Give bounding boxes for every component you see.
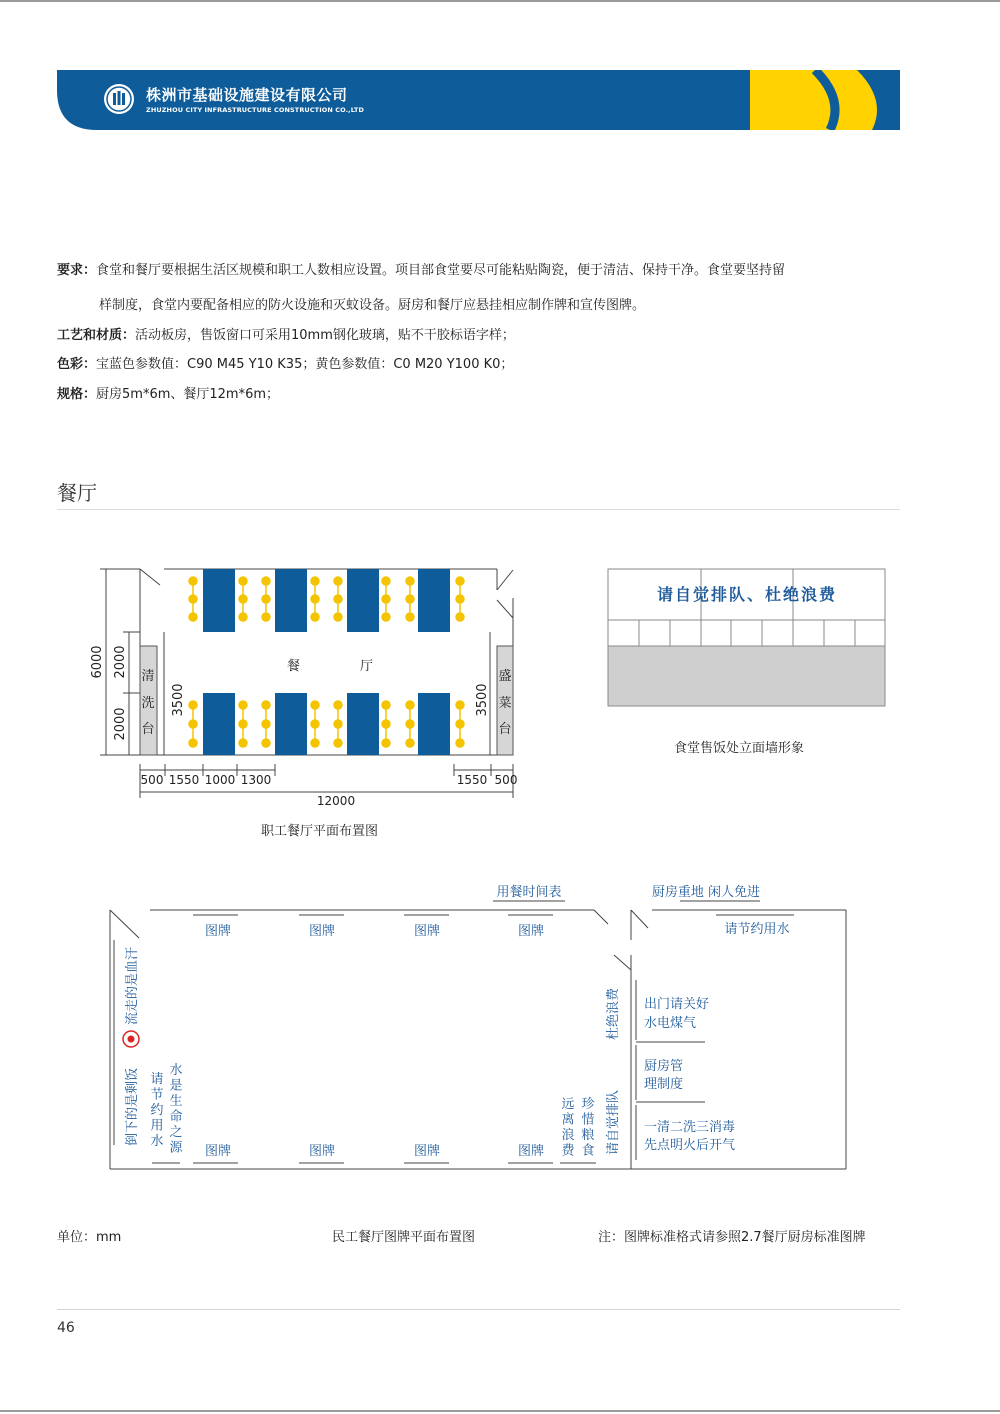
chair-18 [262, 739, 270, 747]
left-slogan-b: 流走的是血汗 [125, 946, 140, 1025]
left-station-char-3: 台 [141, 722, 155, 737]
sign-top-4: 图牌 [517, 924, 545, 939]
waste-column-1-char-4: 费 [561, 1143, 575, 1159]
water-column-1-char-1: 请 [150, 1072, 164, 1087]
room-label-1: 餐 [287, 659, 301, 674]
dim-lower: 2000 [113, 707, 128, 741]
chair-42 [406, 739, 414, 747]
footer-divider [57, 1309, 900, 1310]
chair-44 [456, 595, 464, 603]
spec-text: 厨房5m*6m、餐厅12m*6m； [96, 387, 280, 402]
meal-time-label: 用餐时间表 [496, 885, 562, 900]
chair-9 [239, 613, 247, 621]
chair-5 [189, 720, 197, 728]
company-name-cn: 株洲市基础设施建设有限公司 [146, 86, 348, 104]
chair-26 [334, 595, 342, 603]
color-line [57, 353, 513, 372]
craft-line [57, 324, 515, 343]
staff-plan-caption: 职工餐厅平面布置图 [261, 824, 379, 839]
sign-bottom-4: 图牌 [517, 1144, 545, 1159]
bottom-border-line [0, 1410, 1000, 1412]
spec-line [57, 383, 279, 402]
color-label: 色彩： [57, 357, 97, 372]
water-column-1-char-3: 约 [150, 1103, 164, 1118]
right-station-char-3: 台 [498, 722, 512, 737]
chair-23 [311, 720, 319, 728]
water-column-1-char-4: 用 [150, 1118, 164, 1134]
water-column-2-char-3: 生 [169, 1094, 183, 1109]
spec-label: 规格： [57, 387, 97, 402]
chair-43 [456, 577, 464, 585]
dim-inner-left: 3500 [171, 683, 186, 717]
unit-label: 单位：mm [57, 1230, 122, 1245]
chair-8 [239, 595, 247, 603]
chair-11 [239, 720, 247, 728]
waste-column-2-char-4: 食 [581, 1143, 595, 1159]
table-top-4 [418, 569, 450, 632]
chair-38 [406, 595, 414, 603]
page-number: 46 [57, 1320, 75, 1336]
table-bottom-3 [347, 693, 379, 755]
water-column-2-char-6: 源 [169, 1140, 183, 1156]
counter-slogan: 请自觉排队、杜绝浪费 [656, 585, 838, 604]
water-column-1-char-5: 水 [150, 1134, 164, 1149]
chair-47 [456, 720, 464, 728]
requirement-line-1 [57, 259, 785, 278]
chair-32 [382, 595, 390, 603]
table-top-3 [347, 569, 379, 632]
worker-plan-caption: 民工餐厅图牌平面布置图 [332, 1230, 476, 1245]
left-station-char-1: 清 [141, 669, 155, 684]
left-station-char-2: 洗 [141, 696, 155, 711]
chair-30 [334, 739, 342, 747]
chair-31 [382, 577, 390, 585]
table-bottom-2 [275, 693, 307, 755]
waste-column-2-char-2: 惜 [581, 1112, 595, 1128]
save-water-label: 请节约用水 [724, 922, 790, 937]
chair-29 [334, 720, 342, 728]
section-divider [57, 509, 900, 510]
waste-column-1-char-3: 浪 [561, 1128, 575, 1143]
chair-25 [334, 577, 342, 585]
dim-inner-right: 3500 [475, 683, 490, 717]
sign-bottom-3: 图牌 [413, 1144, 441, 1159]
chair-28 [334, 701, 342, 709]
dim-bottom-6: 500 [494, 773, 518, 787]
chair-14 [262, 595, 270, 603]
chair-40 [406, 701, 414, 709]
dim-bottom-5: 1550 [456, 773, 488, 787]
queue-slogan-b: 请自觉排队 [606, 1089, 621, 1155]
chair-34 [382, 701, 390, 709]
sign-top-3: 图牌 [413, 924, 441, 939]
chair-36 [382, 739, 390, 747]
kitchen-note-3: 厨房管 [644, 1059, 684, 1074]
water-column-2-char-2: 是 [169, 1078, 183, 1094]
staff-dining-floor-plan [80, 555, 540, 810]
table-top-1 [203, 569, 235, 632]
chair-17 [262, 720, 270, 728]
chair-15 [262, 613, 270, 621]
water-column-1-char-2: 节 [150, 1087, 164, 1103]
sign-top-2: 图牌 [308, 924, 336, 939]
room-label-2: 厅 [360, 659, 374, 674]
chair-12 [239, 739, 247, 747]
dim-upper: 2000 [113, 645, 128, 679]
kitchen-note-2: 水电煤气 [644, 1016, 697, 1031]
craft-text: 活动板房，售饭窗口可采用10mm钢化玻璃，贴不干胶标语字样； [135, 328, 515, 343]
dim-bottom-2: 1550 [168, 773, 200, 787]
chair-2 [189, 595, 197, 603]
chair-10 [239, 701, 247, 709]
sign-top-1: 图牌 [204, 924, 232, 939]
craft-label: 工艺和材质： [57, 328, 136, 343]
kitchen-note-5: 一清二洗三消毒 [644, 1120, 736, 1135]
kitchen-note-6: 先点明火后开气 [644, 1138, 736, 1153]
standard-sign-note: 注：图牌标准格式请参照2.7餐厅厨房标准图牌 [598, 1230, 866, 1245]
chair-45 [456, 613, 464, 621]
right-station-char-2: 菜 [498, 696, 512, 711]
requirement-line-2: 样制度，食堂内要配备相应的防火设施和灭蚊设备。厨房和餐厅应悬挂相应制作牌和宣传图牌。 [99, 298, 646, 313]
waste-column-1-char-2: 离 [561, 1112, 575, 1128]
water-column-2-char-1: 水 [169, 1063, 183, 1078]
chair-19 [311, 577, 319, 585]
chair-3 [189, 613, 197, 621]
chair-16 [262, 701, 270, 709]
requirement-text-1: 食堂和餐厅要根据生活区规模和职工人数相应设置。项目部食堂要尽可能粘贴陶瓷，便于清洁、保持干净。食堂要坚持留 [96, 263, 786, 278]
chair-1 [189, 577, 197, 585]
worker-dining-sign-plan [100, 875, 860, 1175]
chair-46 [456, 701, 464, 709]
top-border-line [0, 0, 1000, 2]
dim-bottom-1: 500 [140, 773, 164, 787]
dim-total-height: 6000 [90, 645, 105, 679]
waste-column-1-char-1: 远 [561, 1097, 575, 1112]
left-slogan-a: 倒下的是剩饭 [125, 1067, 140, 1146]
elevation-caption: 食堂售饭处立面墙形象 [674, 741, 805, 756]
chair-22 [311, 701, 319, 709]
kitchen-note-1: 出门请关好 [644, 997, 710, 1012]
chair-4 [189, 701, 197, 709]
chair-41 [406, 720, 414, 728]
requirement-label: 要求： [57, 263, 97, 278]
queue-slogan-a: 杜绝浪费 [606, 987, 621, 1040]
waste-column-2-char-1: 珍 [581, 1097, 595, 1112]
section-title: 餐厅 [57, 481, 97, 505]
table-bottom-4 [418, 693, 450, 755]
table-bottom-1 [203, 693, 235, 755]
chair-20 [311, 595, 319, 603]
dim-total-width: 12000 [316, 794, 356, 808]
dim-bottom-4: 1300 [240, 773, 272, 787]
water-column-2-char-4: 命 [169, 1109, 183, 1125]
kitchen-warning-label: 厨房重地 闲人免进 [651, 885, 761, 900]
chair-13 [262, 577, 270, 585]
chair-27 [334, 613, 342, 621]
right-station-char-1: 盛 [498, 669, 512, 684]
color-text: 宝蓝色参数值：C90 M45 Y10 K35；黄色参数值：C0 M20 Y100 K0； [96, 357, 514, 372]
company-logo-icon [103, 83, 135, 115]
chair-48 [456, 739, 464, 747]
sign-bottom-1: 图牌 [204, 1144, 232, 1159]
sign-bottom-2: 图牌 [308, 1144, 336, 1159]
chair-39 [406, 613, 414, 621]
table-top-2 [275, 569, 307, 632]
dim-bottom-3: 1000 [204, 773, 236, 787]
water-column-2-char-5: 之 [169, 1125, 183, 1140]
chair-35 [382, 720, 390, 728]
chair-37 [406, 577, 414, 585]
company-name-en: ZHUZHOU CITY INFRASTRUCTURE CONSTRUCTION CO.,LTD [146, 106, 364, 114]
waste-column-2-char-3: 粮 [581, 1128, 595, 1143]
kitchen-note-4: 理制度 [644, 1077, 684, 1092]
chair-33 [382, 613, 390, 621]
chair-7 [239, 577, 247, 585]
chair-24 [311, 739, 319, 747]
chair-6 [189, 739, 197, 747]
chair-21 [311, 613, 319, 621]
service-counter-elevation [600, 562, 892, 714]
